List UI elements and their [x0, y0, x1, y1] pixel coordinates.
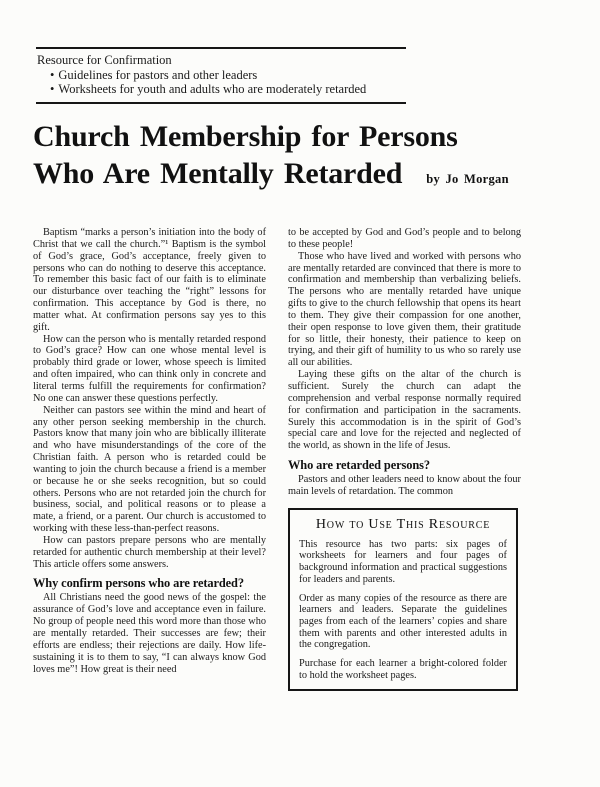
article-byline: by Jo Morgan: [426, 172, 509, 186]
article-title: [33, 118, 573, 198]
sidebar-paragraph: This resource has two parts: six pages of worksheets for learners and four pages of background information and practical suggestions for leaders and parents.: [299, 538, 507, 585]
right-column: [288, 227, 521, 691]
sidebar-paragraph: Order as many copies of the resource as there are learners and leaders. Separate the guidelines pages from each of the learners’ copies and share them with parents and other interested adults in the congregation.: [299, 592, 507, 651]
article-title-line1: Church Membership for Persons: [33, 120, 458, 153]
bullet-text: Guidelines for pastors and other leaders: [58, 68, 258, 82]
paragraph: Pastors and other leaders need to know about the four main levels of retardation. The common: [288, 474, 521, 497]
paragraph: Baptism “marks a person’s initiation into the body of Christ that we call the church.”¹ Baptism is the symbol of God’s grace, God’s acceptance, freely given to persons who can do nothing to deserve this acceptance. To remember this basic fact of our faith is to eliminate our disturbance over teaching the “right” lessons for confirmation. This acceptance by God is there, no matter what. At confirmation persons say yes to this gift.: [33, 227, 266, 333]
paragraph: Laying these gifts on the altar of the church is sufficient. Surely the church can adapt the comprehension and verbal response normally required for confirmation and participation in the sacraments. Surely this accommodation is in the spirit of God’s special care and love for the rejected and neglected of the world, as shown in the life of Jesus.: [288, 369, 521, 452]
paragraph: Neither can pastors see within the mind and heart of any other person seeking membership in the church. Pastors know that many join who are biblically illiterate and who have misunderstandings of the core of the Christian faith. A person who is retarded could be wanting to join the church because a friend is a member or because he or she seeks recognition, but so could others. Persons who are not retarded join the church for business, social, and political reasons or to please a mate, a friend, or a parent. Our church is accustomed to working with these less-than-perfect reasons.: [33, 404, 266, 535]
section-heading-who-are: Who are retarded persons?: [288, 458, 430, 473]
resource-header-box: [36, 47, 406, 104]
paragraph: All Christians need the good news of the gospel: the assurance of God’s love and acceptance even in failure. No group of people need this word more than those who are mentally retarded. Their successes are few; their efforts are endless; their rejections are daily. How life-sustaining it is to them to say, “I can always know God loves me”! How great is their need: [33, 592, 266, 675]
bullet-icon: •: [50, 68, 55, 82]
bullet-text: Worksheets for youth and adults who are moderately retarded: [58, 82, 367, 96]
paragraph: How can pastors prepare persons who are mentally retarded for authentic church membership at their level? This article offers some answers.: [33, 534, 266, 570]
section-heading-why-confirm: Why confirm persons who are retarded?: [33, 576, 244, 591]
article-title-line2-row: [33, 155, 573, 198]
paragraph-continuation: to be accepted by God and God’s people and to belong to these people!: [288, 227, 521, 250]
left-column: [33, 227, 266, 691]
article-title-line2: Who Are Mentally Retarded: [33, 157, 403, 190]
paragraph: How can the person who is mentally retarded respond to God’s grace? How can one whose mental level is probably third grade or lower, whose speech is limited and often impaired, who can think only in concrete and literal terms fulfill the requirements for confirmation? No one can answer these questions perfectly.: [33, 333, 266, 404]
paragraph: Those who have lived and worked with persons who are mentally retarded are convinced that there is more to confirmation and membership than verbalizing beliefs. The persons who are mentally retarded have unique gifts to give to the church fellowship that opens its heart to them. They give their compassion for one another, their open response to love given them, their gratitude for so little, their honesty, their patience to keep on trying, and their gift of humility to us who so rarely use all our abilities.: [288, 250, 521, 369]
sidebar-title: How to Use This Resource: [315, 516, 491, 532]
bullet-icon: •: [50, 82, 55, 96]
resource-header-bullet-1: [37, 68, 406, 82]
article-body: [33, 227, 522, 691]
resource-header-bullet-2: [37, 82, 406, 96]
how-to-use-resource-box: [288, 508, 518, 692]
sidebar-paragraph: Purchase for each learner a bright-colored folder to hold the worksheet pages.: [299, 658, 507, 681]
resource-header-title: Resource for Confirmation: [37, 53, 172, 67]
